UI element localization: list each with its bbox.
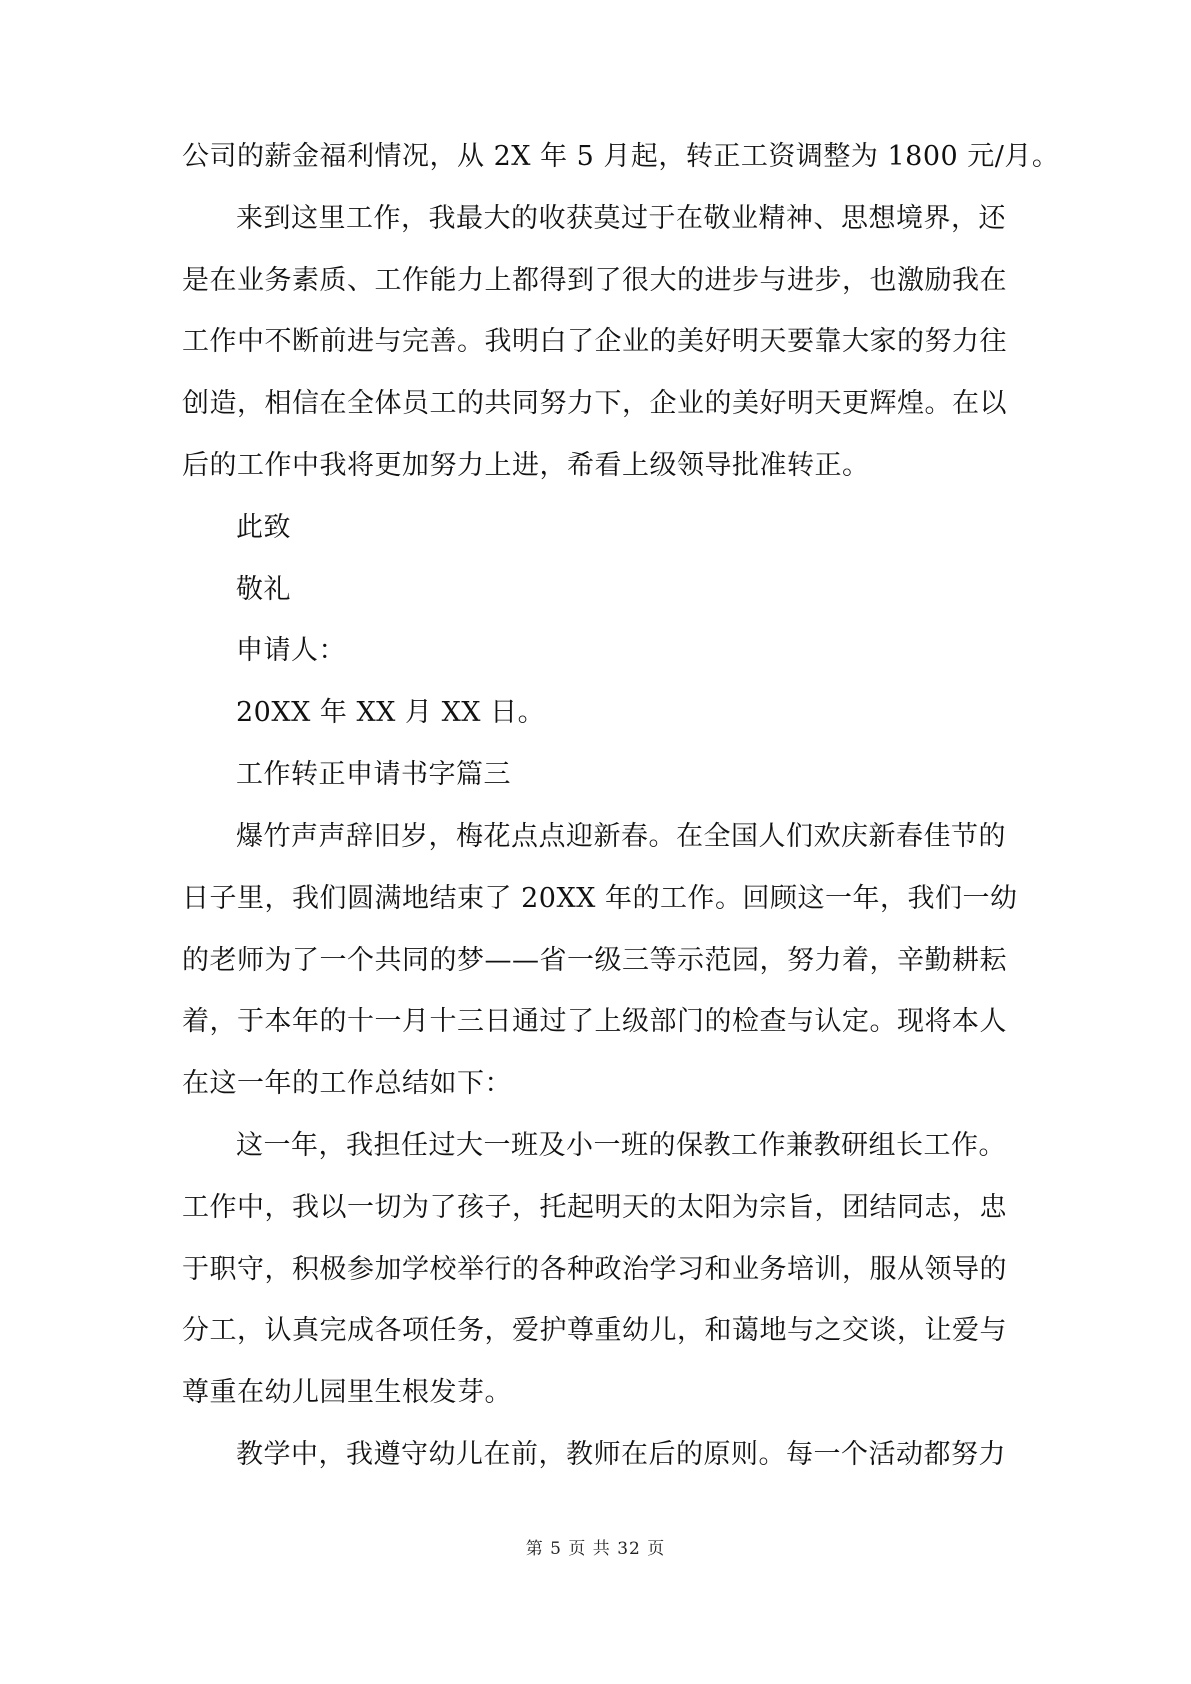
- applicant-line: 申请人：: [236, 635, 346, 666]
- text-line: 的老师为了一个共同的梦——省一级三等示范园，努力着，辛勤耕耘: [182, 945, 1007, 976]
- text-line: 教学中，我遵守幼儿在前，教师在后的原则。每一个活动都努力: [236, 1439, 1006, 1470]
- text-line: 公司的薪金福利情况，从 2X 年 5 月起，转正工资调整为 1800 元/月。: [182, 141, 1060, 172]
- text-line: 创造，相信在全体员工的共同努力下，企业的美好明天更辉煌。在以: [182, 388, 1007, 419]
- text-line: 工作中不断前进与完善。我明白了企业的美好明天要靠大家的努力往: [182, 326, 1007, 357]
- text-line: 工作中，我以一切为了孩子，托起明天的太阳为宗旨，团结同志，忠: [182, 1192, 1007, 1223]
- text-line: 着，于本年的十一月十三日通过了上级部门的检查与认定。现将本人: [182, 1006, 1007, 1037]
- text-line: 是在业务素质、工作能力上都得到了很大的进步与进步，也激励我在: [182, 265, 1007, 296]
- text-line: 在这一年的工作总结如下：: [182, 1068, 512, 1099]
- text-line: 爆竹声声辞旧岁，梅花点点迎新春。在全国人们欢庆新春佳节的: [236, 821, 1006, 852]
- text-line: 分工，认真完成各项任务，爱护尊重幼儿，和蔼地与之交谈，让爱与: [182, 1315, 1007, 1346]
- page-number-footer: 第 5 页 共 32 页: [525, 1539, 666, 1559]
- text-line: 于职守，积极参加学校举行的各种政治学习和业务培训，服从领导的: [182, 1254, 1007, 1285]
- section-heading: 工作转正申请书字篇三: [236, 759, 511, 790]
- text-line: 来到这里工作，我最大的收获莫过于在敬业精神、思想境界，还: [236, 203, 1006, 234]
- date-line: 20XX 年 XX 月 XX 日。: [236, 697, 546, 728]
- text-line: 这一年，我担任过大一班及小一班的保教工作兼教研组长工作。: [236, 1130, 1006, 1161]
- closing-line: 敬礼: [236, 574, 291, 605]
- salutation-line: 此致: [236, 512, 291, 543]
- text-line: 后的工作中我将更加努力上进，希看上级领导批准转正。: [182, 450, 870, 481]
- text-line: 尊重在幼儿园里生根发芽。: [182, 1377, 512, 1408]
- text-line: 日子里，我们圆满地结束了 20XX 年的工作。回顾这一年，我们一幼: [182, 883, 1018, 914]
